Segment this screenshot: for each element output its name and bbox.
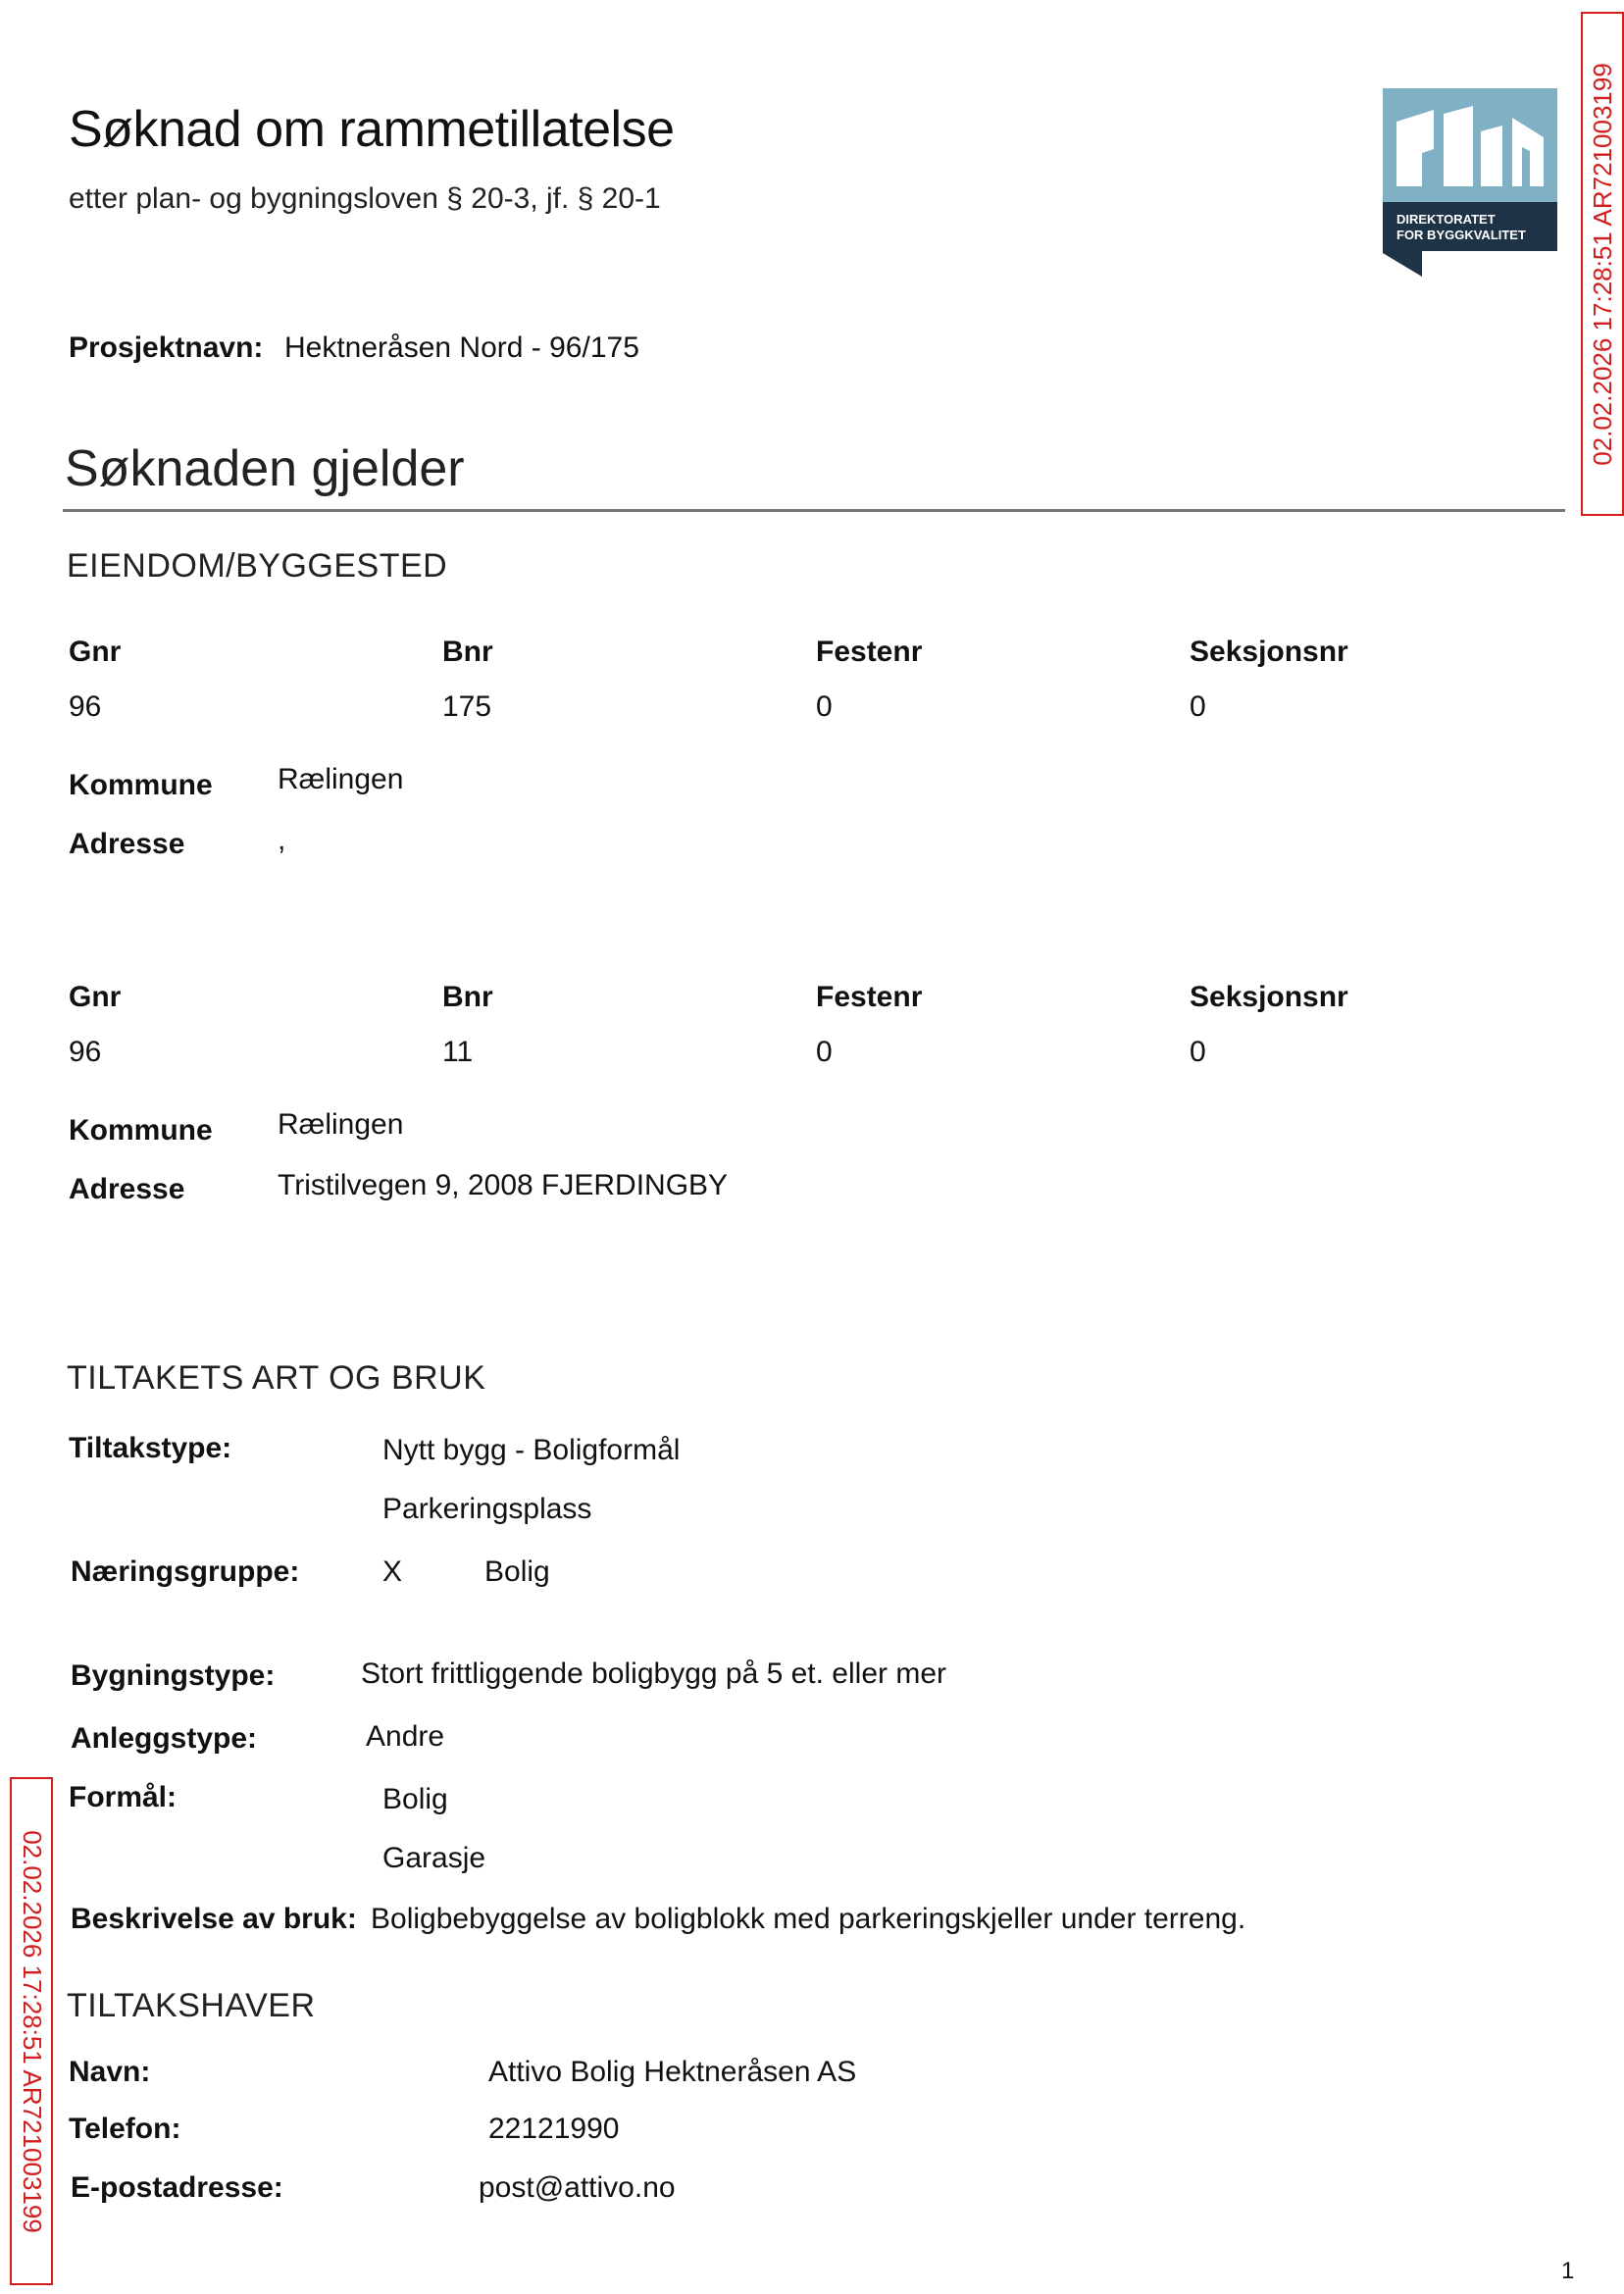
naeringsgruppe-value: Bolig bbox=[484, 1555, 550, 1588]
col-label-bnr: Bnr bbox=[442, 636, 493, 668]
document-title: Søknad om rammetillatelse bbox=[69, 101, 675, 158]
col-label-seksjonsnr: Seksjonsnr bbox=[1190, 636, 1348, 668]
col-label-seksjonsnr-2: Seksjonsnr bbox=[1190, 981, 1348, 1013]
formal-value-2: Garasje bbox=[382, 1842, 486, 1874]
property1-adresse-label: Adresse bbox=[69, 828, 185, 860]
property2-seksjonsnr: 0 bbox=[1190, 1036, 1206, 1068]
property2-kommune: Rælingen bbox=[278, 1108, 404, 1141]
naeringsgruppe-label: Næringsgruppe: bbox=[71, 1555, 300, 1588]
logo-text-line1: DIREKTORATET bbox=[1396, 212, 1496, 227]
project-name-value: Hektneråsen Nord - 96/175 bbox=[284, 331, 639, 364]
property1-adresse: , bbox=[278, 824, 286, 856]
section-title: Søknaden gjelder bbox=[65, 440, 465, 497]
tiltakstype-value-2: Parkeringsplass bbox=[382, 1493, 592, 1525]
tiltakshaver-heading: TILTAKSHAVER bbox=[67, 1987, 316, 2024]
property1-kommune: Rælingen bbox=[278, 763, 404, 795]
section-divider bbox=[63, 509, 1565, 512]
property2-kommune-label: Kommune bbox=[69, 1114, 213, 1147]
property2-bnr: 11 bbox=[442, 1036, 474, 1068]
epost-value: post@attivo.no bbox=[479, 2171, 676, 2204]
col-label-bnr-2: Bnr bbox=[442, 981, 493, 1013]
property1-bnr: 175 bbox=[442, 690, 492, 723]
stamp-text-left: 02.02.2026 17:28:51 AR721003199 bbox=[17, 1829, 47, 2233]
property2-gnr: 96 bbox=[69, 1036, 102, 1068]
telefon-label: Telefon: bbox=[69, 2113, 181, 2145]
col-label-gnr: Gnr bbox=[69, 636, 122, 668]
col-label-festenr: Festenr bbox=[816, 636, 923, 668]
beskrivelse-label: Beskrivelse av bruk: bbox=[71, 1903, 357, 1935]
tiltakstype-label: Tiltakstype: bbox=[69, 1432, 232, 1464]
timestamp-stamp-left bbox=[10, 1777, 53, 2285]
bygningstype-label: Bygningstype: bbox=[71, 1659, 276, 1692]
page-number: 1 bbox=[1561, 2258, 1575, 2284]
bygningstype-value: Stort frittliggende boligbygg på 5 et. eller mer bbox=[361, 1657, 946, 1690]
col-label-gnr-2: Gnr bbox=[69, 981, 122, 1013]
anleggstype-value: Andre bbox=[366, 1720, 445, 1753]
property2-adresse-label: Adresse bbox=[69, 1173, 185, 1205]
anleggstype-label: Anleggstype: bbox=[71, 1722, 258, 1755]
telefon-value: 22121990 bbox=[488, 2113, 620, 2145]
document-subtitle: etter plan- og bygningsloven § 20-3, jf. § 20-1 bbox=[69, 182, 661, 215]
col-label-festenr-2: Festenr bbox=[816, 981, 923, 1013]
project-name-label: Prosjektnavn: bbox=[69, 331, 264, 364]
tiltakstype-value-1: Nytt bygg - Boligformål bbox=[382, 1434, 681, 1466]
logo-text-line2: FOR BYGGKVALITET bbox=[1396, 228, 1526, 242]
navn-value: Attivo Bolig Hektneråsen AS bbox=[488, 2056, 857, 2088]
formal-label: Formål: bbox=[69, 1781, 178, 1813]
property1-festenr: 0 bbox=[816, 690, 833, 723]
naeringsgruppe-code: X bbox=[382, 1555, 403, 1588]
timestamp-stamp-right bbox=[1581, 12, 1624, 516]
property2-adresse: Tristilvegen 9, 2008 FJERDINGBY bbox=[278, 1169, 729, 1201]
property2-festenr: 0 bbox=[816, 1036, 833, 1068]
navn-label: Navn: bbox=[69, 2056, 151, 2088]
beskrivelse-value: Boligbebyggelse av boligblokk med parkeringskjeller under terreng. bbox=[371, 1903, 1246, 1935]
formal-value-1: Bolig bbox=[382, 1783, 448, 1815]
eiendom-heading: EIENDOM/BYGGESTED bbox=[67, 547, 448, 585]
epost-label: E-postadresse: bbox=[71, 2171, 283, 2204]
stamp-text: 02.02.2026 17:28:51 AR721003199 bbox=[1587, 62, 1617, 466]
tiltak-heading: TILTAKETS ART OG BRUK bbox=[67, 1359, 486, 1397]
property1-seksjonsnr: 0 bbox=[1190, 690, 1206, 723]
property1-gnr: 96 bbox=[69, 690, 102, 723]
property1-kommune-label: Kommune bbox=[69, 769, 213, 801]
dibk-logo bbox=[1383, 88, 1557, 277]
